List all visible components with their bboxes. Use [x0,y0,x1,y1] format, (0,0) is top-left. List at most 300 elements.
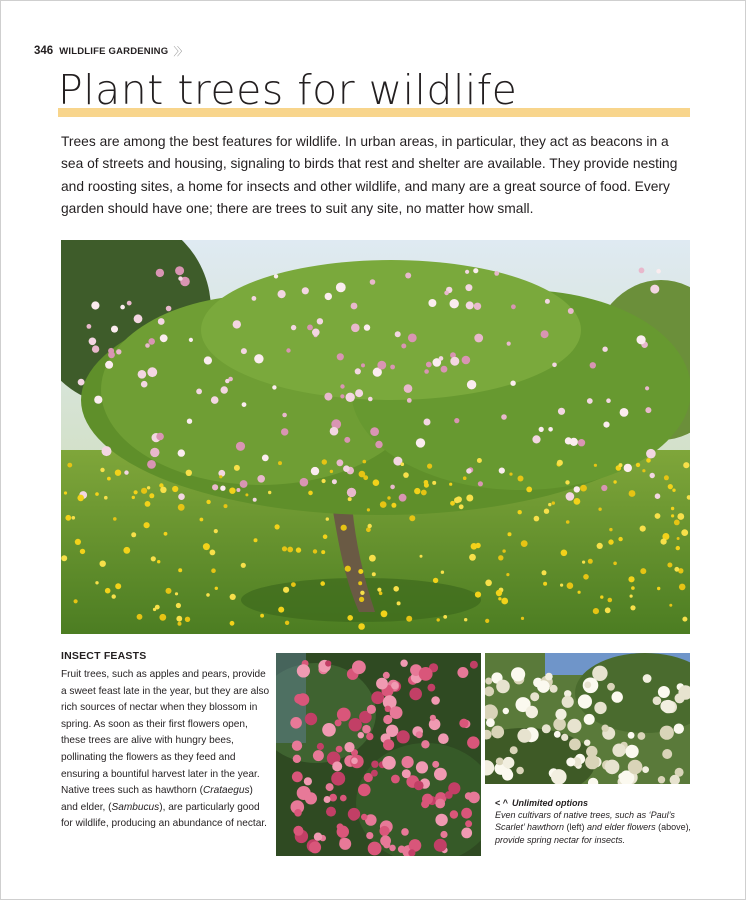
box-body-latin-name: Crataegus [202,785,250,797]
elder-flower-mark [584,682,591,689]
hawthorn-flower-mark [459,719,468,728]
dandelion-mark [347,615,353,621]
elder-flower-mark [605,760,620,775]
elder-flower-mark [585,755,599,769]
dandelion-mark [322,459,327,464]
dandelion-mark [348,497,352,501]
hawthorn-flower-mark [322,723,336,737]
caption-title: Unlimited options [512,798,589,808]
dandelion-mark [123,547,130,554]
hawthorn-flower-mark [389,845,396,852]
dandelion-mark [421,490,427,496]
elder-flower-mark [503,757,515,769]
blossom-mark [494,271,499,276]
dandelion-mark [65,515,71,521]
blossom-mark [147,460,156,469]
elder-flower-mark [584,714,595,725]
blossom-mark [532,435,540,443]
dandelion-mark [642,469,645,472]
blossom-mark [94,396,102,404]
dandelion-mark [661,539,667,545]
blossom-mark [236,488,240,492]
dandelion-mark [619,463,623,467]
elder-flower-mark [675,693,685,703]
dandelion-mark [475,543,480,548]
blossom-mark [370,427,379,436]
elder-flower-mark [503,708,509,714]
blossom-mark [111,326,118,333]
blossom-mark [395,331,401,337]
blossom-mark [355,389,363,397]
dandelion-mark [77,495,84,502]
blossom-mark [134,314,143,323]
dandelion-mark [679,584,686,591]
elder-flower-mark [578,694,592,708]
blossom-mark [624,464,632,472]
dandelion-mark [498,555,503,560]
dandelion-mark [677,513,684,520]
elder-flower-mark [526,706,538,718]
blossom-mark [278,290,286,298]
dandelion-mark [308,491,313,496]
blossom-mark [478,481,483,486]
dandelion-mark [655,513,661,519]
blossom-mark [351,324,360,333]
hawthorn-flower-mark [348,808,360,820]
blossom-mark [233,320,241,328]
box-body-text: ) and elder, ( [61,785,253,813]
dandelion-mark [420,555,423,558]
blossom-mark [141,381,148,388]
dandelion-mark [672,489,675,492]
blossom-mark [175,266,184,275]
dandelion-mark [613,562,617,566]
blossom-mark [204,356,212,364]
dandelion-mark [560,584,563,587]
box-body-text: Fruit trees, such as apples and pears, provide a sweet feast late in the year, but they are also rich sources of nectar when they blossom in spring. As soon as their first flowers open, these trees are alive with hungry bees, pollinating the flowers as they feed and ensuring a bountiful harvest later in the year. Native trees such as hawthorn ( [61,669,270,797]
dandelion-mark [278,461,282,465]
dandelion-mark [358,623,365,630]
elder-flower-mark [602,725,609,732]
dandelion-mark [450,501,455,506]
dandelion-mark [667,563,672,568]
dandelion-mark [100,468,104,472]
blossom-mark [160,334,168,342]
dandelion-mark [397,601,401,605]
blossom-mark [102,446,112,456]
elder-flower-mark [561,734,568,741]
caption-text: , provide spring nectar for insects. [495,822,692,845]
dandelion-mark [629,490,636,497]
running-head [34,43,186,59]
dandelion-mark [372,572,376,576]
dandelion-mark [534,516,540,522]
dandelion-mark [112,594,116,598]
blossom-mark [424,419,431,426]
blossom-mark [241,348,247,354]
blossom-mark [637,335,646,344]
dandelion-mark [285,621,289,625]
hawthorn-flower-mark [402,756,414,768]
blossom-mark [116,349,121,354]
dandelion-mark [185,617,190,622]
hawthorn-photo [276,653,481,856]
blossom-mark [364,324,370,330]
dandelion-mark [640,568,646,574]
dandelion-mark [449,483,452,486]
dandelion-mark [260,614,264,618]
blossom-mark [639,268,645,274]
blossom-mark [466,301,474,309]
dandelion-mark [682,617,687,622]
dandelion-mark [206,593,210,597]
dandelion-mark [100,561,106,567]
blossom-mark [302,287,309,294]
blossom-mark [645,386,649,390]
hawthorn-flower-mark [325,660,331,666]
dandelion-mark [296,547,301,552]
hawthorn-flower-mark [416,761,428,773]
page-number: 346 [34,45,54,57]
dandelion-mark [469,554,476,561]
dandelion-mark [176,603,181,608]
dandelion-mark [463,476,467,480]
hawthorn-flower-mark [351,758,358,765]
elder-flower-mark [485,678,492,685]
blossom-mark [351,303,358,310]
dandelion-mark [613,480,616,483]
dandelion-mark [561,550,568,557]
dandelion-mark [636,463,640,467]
caption-direction: (above) [658,822,689,833]
blossom-mark [473,268,478,273]
dandelion-mark [628,576,634,582]
dandelion-mark [206,500,210,504]
blossom-mark [401,344,406,349]
blossom-mark [511,304,516,309]
blossom-mark [602,347,607,352]
blossom-mark [507,342,511,346]
dandelion-mark [646,458,651,463]
dandelion-mark [323,534,328,539]
blossom-mark [390,365,395,370]
dandelion-mark [95,581,98,584]
blossom-mark [282,413,287,418]
blossom-mark [127,301,132,306]
dandelion-mark [674,567,679,572]
dandelion-mark [230,621,235,626]
dandelion-mark [381,610,388,617]
hawthorn-flower-mark [293,826,303,836]
blossom-mark [570,438,578,446]
hawthorn-flower-mark [371,761,378,768]
dandelion-mark [526,487,532,493]
dandelion-mark [275,524,280,529]
hawthorn-flower-mark [409,688,422,701]
photo-caption [495,797,695,846]
blossom-mark [330,427,339,436]
dandelion-mark [230,594,236,600]
dandelion-mark [75,539,81,545]
hawthorn-flower-mark [326,783,334,791]
dandelion-mark [437,618,440,621]
hawthorn-flower-mark [401,828,409,836]
hawthorn-flower-mark [340,795,347,802]
dandelion-mark [369,555,376,562]
dandelion-mark [145,501,151,507]
dandelion-mark [432,481,436,485]
blossom-mark [300,478,309,487]
elder-flower-mark [496,680,510,694]
dandelion-mark [72,516,76,520]
blossom-mark [606,398,611,403]
caption-arrows-icon: < ^ [495,798,509,808]
blossom-mark [178,493,185,500]
hawthorn-flower-mark [440,831,447,838]
dandelion-mark [67,463,72,468]
blossom-mark [212,484,218,490]
hawthorn-flower-mark [414,781,424,791]
hawthorn-flower-mark [402,769,411,778]
blossom-mark [399,494,407,502]
elder-flower-mark [517,729,531,743]
hawthorn-flower-mark [457,667,468,678]
dandelion-mark [631,586,635,590]
dandelion-mark [424,480,429,485]
blossom-mark [587,398,593,404]
hawthorn-flower-mark [400,660,407,667]
hawthorn-flower-mark [290,717,302,729]
elder-flower-mark [607,683,615,691]
dandelion-mark [391,503,396,508]
title-block [58,68,690,120]
blossom-mark [91,301,99,309]
elder-flower-mark [662,700,675,713]
hawthorn-flower-mark [305,792,317,804]
hawthorn-flower-mark [461,808,472,819]
hawthorn-flower-mark [332,761,342,771]
dandelion-mark [485,619,489,623]
elder-flower-mark [511,667,525,681]
dandelion-mark [144,522,150,528]
dandelion-mark [578,591,581,594]
hawthorn-flower-mark [419,667,433,681]
hawthorn-flower-mark [438,733,449,744]
dandelion-mark [151,556,156,561]
intro-paragraph: Trees are among the best features for wildlife. In urban areas, in particular, they act as beacons in a sea of streets and housing, signaling to birds that rest and shelter are available. They provide nesting and roosting sites, a home for insects and other wildlife, and many are a great source of food. Every garden should have one; there are trees to suit any site, no matter how small. [61,134,678,217]
dandelion-mark [459,504,464,509]
dandelion-mark [574,498,581,505]
dandelion-mark [359,597,364,602]
hawthorn-flower-mark [313,750,324,761]
hawthorn-flower-mark [382,756,396,770]
dandelion-mark [597,543,603,549]
blossom-mark [187,419,192,424]
dandelion-mark [214,529,218,533]
blossom-mark [220,486,225,491]
hawthorn-flower-mark [470,661,478,669]
dandelion-mark [618,537,622,541]
dandelion-mark [677,537,680,540]
dandelion-mark [669,604,672,607]
hawthorn-flower-mark [317,743,324,750]
dandelion-mark [175,592,178,595]
hawthorn-flower-mark [337,708,351,722]
dandelion-mark [358,581,362,585]
dandelion-mark [61,555,67,561]
hawthorn-flower-mark [293,755,301,763]
elder-flower-mark [642,766,649,773]
dandelion-mark [543,582,547,586]
dandelion-mark [210,550,216,556]
elder-flower-mark [658,776,665,783]
dandelion-mark [80,549,85,554]
dandelion-mark [132,496,135,499]
blossom-mark [87,324,92,329]
dandelion-mark [345,566,351,572]
blossom-mark [408,334,417,343]
dandelion-mark [278,607,284,613]
blossom-mark [332,479,337,484]
elder-flower-mark [496,758,504,766]
blossom-mark [510,381,515,386]
dandelion-mark [593,608,599,614]
hawthorn-flower-mark [368,842,382,856]
blossom-mark [92,345,99,352]
dandelion-mark [134,490,138,494]
elder-flower-mark [628,760,643,775]
dandelion-mark [229,488,235,494]
blossom-mark [574,486,580,492]
elder-flower-mark [491,726,504,739]
hawthorn-flower-mark [337,823,344,830]
hawthorn-flower-mark [380,835,391,846]
blossom-mark [343,465,350,472]
dandelion-mark [164,532,168,536]
hawthorn-flower-mark [292,741,302,751]
blossom-mark [150,448,159,457]
hawthorn-flower-mark [324,796,331,803]
blossom-mark [655,493,661,499]
dandelion-mark [485,580,492,587]
blossom-mark [312,329,320,337]
blossom-mark [548,427,553,432]
elder-flower-mark [628,732,635,739]
dandelion-mark [291,582,296,587]
blossom-mark [462,356,471,365]
elder-flower-mark [569,739,581,751]
box-heading: INSECT FEASTS [61,650,147,662]
hawthorn-flower-mark [376,678,388,690]
dandelion-mark [598,508,601,511]
elder-flower-mark [554,731,561,738]
elder-flower-mark [674,724,684,734]
hawthorn-flower-mark [434,768,447,781]
dandelion-mark [502,549,505,552]
elder-flower-mark [562,696,574,708]
blossom-mark [281,428,288,435]
dandelion-mark [501,598,508,605]
hawthorn-flower-mark [422,794,433,805]
dandelion-mark [657,587,660,590]
blossom-mark [426,362,432,368]
blossom-mark [416,438,425,447]
dandelion-mark [203,543,210,550]
hawthorn-flower-mark [467,736,479,748]
dandelion-mark [178,568,182,572]
dandelion-mark [580,485,587,492]
blossom-mark [444,291,449,296]
blossom-mark [466,468,471,473]
dandelion-mark [377,588,381,592]
blossom-mark [196,389,202,395]
dandelion-mark [557,460,563,466]
hawthorn-flower-mark [383,739,394,750]
hawthorn-flower-mark [435,814,447,826]
dandelion-mark [380,501,387,508]
dandelion-mark [219,475,222,478]
dandelion-mark [414,488,420,494]
blossom-mark [620,408,629,417]
blossom-mark [291,325,296,330]
dandelion-mark [157,560,160,563]
dandelion-mark [582,561,585,564]
dandelion-mark [640,526,646,532]
hawthorn-flower-mark [326,807,336,817]
dandelion-mark [147,486,150,489]
blossom-mark [324,393,332,401]
dandelion-mark [466,495,473,502]
hawthorn-flower-mark [391,775,400,784]
dandelion-mark [409,515,415,521]
hawthorn-flower-mark [383,672,390,679]
blossom-mark [370,279,376,285]
hawthorn-flower-mark [336,746,343,753]
blossom-mark [307,325,313,331]
dandelion-mark [105,588,111,594]
blossom-mark [404,384,413,393]
apple-tree-photo [61,240,690,634]
blossom-mark [78,379,85,386]
blossom-mark [650,473,655,478]
dandelion-mark [387,496,390,499]
dandelion-mark [608,598,613,603]
dandelion-mark [548,503,551,506]
blossom-mark [347,488,356,497]
elder-flower-mark [530,692,539,701]
blossom-mark [262,455,269,462]
dandelion-mark [443,615,447,619]
blossom-mark [541,330,549,338]
dandelion-mark [544,509,549,514]
dandelion-mark [496,590,502,596]
elder-flower-mark [553,718,566,731]
blossom-mark [325,293,332,300]
blossom-mark [601,485,607,491]
dandelion-mark [268,491,271,494]
dandelion-mark [64,491,67,494]
blossom-mark [158,318,165,325]
blossom-mark [539,427,544,432]
hawthorn-flower-mark [391,682,398,689]
hawthorn-flower-mark [397,730,410,743]
blossom-mark [501,414,507,420]
hawthorn-flower-mark [367,705,376,714]
dandelion-mark [630,595,633,598]
dandelion-mark [359,471,366,478]
blossom-mark [236,442,245,451]
dandelion-mark [186,470,192,476]
